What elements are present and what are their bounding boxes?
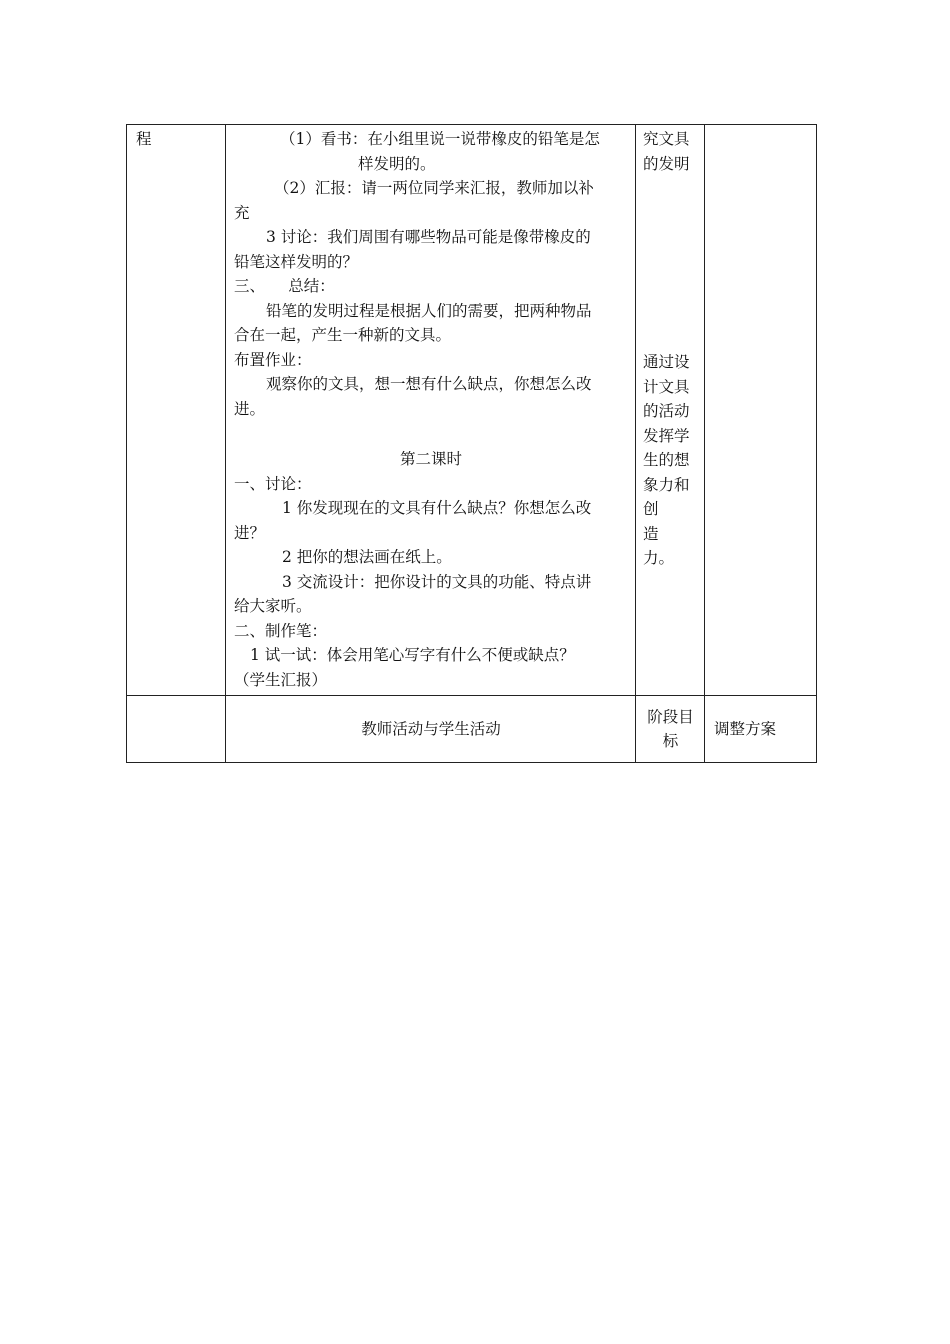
goal-line: 发挥学 <box>643 426 690 445</box>
adjustment-cell <box>705 125 817 696</box>
content-line: 给大家听。 <box>234 597 312 615</box>
goal-line: 计文具 <box>643 377 690 396</box>
lesson-heading: 第二课时 <box>399 450 462 468</box>
goal-line: 的发明 <box>643 154 690 173</box>
goal-line: 的活动 <box>643 402 690 420</box>
goal-line: 究文具 <box>643 130 690 148</box>
adjustment-header: 调整方案 <box>714 719 777 738</box>
goal-line: 通过设 <box>643 353 690 371</box>
content-line: 铅笔这样发明的？ <box>234 252 359 271</box>
section-heading: 二、制作笔： <box>234 621 328 640</box>
section-heading: 三、 总结： <box>234 277 335 295</box>
content-line: 1 试一试：体会用笔心写字有什么不便或缺点？ <box>250 646 575 664</box>
stage-goal-header: 阶段目标 <box>647 707 694 750</box>
content-line: （学生汇报） <box>234 670 328 689</box>
empty-cell <box>127 696 226 763</box>
spacer <box>643 176 698 350</box>
content-line: 样发明的。 <box>358 154 436 173</box>
process-label-cell <box>127 125 226 696</box>
content-line: 3 交流设计：把你设计的文具的功能、特点讲 <box>282 572 592 591</box>
content-line: 充 <box>234 203 250 222</box>
content-line: 3 讨论：我们周围有哪些物品可能是像带橡皮的 <box>266 228 591 246</box>
content-line: （1）看书：在小组里说一说带橡皮的铅笔是怎 <box>280 130 600 148</box>
content-line: 铅笔的发明过程是根据人们的需要，把两种物品 <box>266 301 592 320</box>
activity-header: 教师活动与学生活动 <box>361 719 501 738</box>
stage-goal-header-cell <box>636 696 705 763</box>
content-line: 观察你的文具，想一想有什么缺点，你想怎么改 <box>266 375 592 393</box>
content-line: 进？ <box>234 523 266 542</box>
stage-goal-cell <box>636 125 705 696</box>
table-row <box>127 125 817 696</box>
goal-line: 生的想 <box>643 451 690 469</box>
content-line: 1 你发现现在的文具有什么缺点？你想怎么改 <box>282 499 592 517</box>
content-line: （2）汇报：请一两位同学来汇报，教师加以补 <box>274 179 594 197</box>
process-label: 程 <box>136 130 152 148</box>
goal-line: 象力和 <box>643 475 690 494</box>
spacer <box>234 421 628 447</box>
content-line: 2 把你的想法画在纸上。 <box>282 548 452 566</box>
activity-header-cell <box>226 696 636 763</box>
content-line: 合在一起，产生一种新的文具。 <box>234 326 452 344</box>
goal-line: 创造 <box>643 500 678 543</box>
table-row <box>127 696 817 763</box>
section-heading: 布置作业： <box>234 350 312 369</box>
adjustment-header-cell <box>705 696 817 763</box>
section-heading: 一、讨论： <box>234 474 312 493</box>
lesson-plan-table <box>126 124 817 763</box>
activity-content-cell <box>226 125 636 696</box>
content-line: 进。 <box>234 399 266 418</box>
goal-line: 力。 <box>643 549 675 567</box>
